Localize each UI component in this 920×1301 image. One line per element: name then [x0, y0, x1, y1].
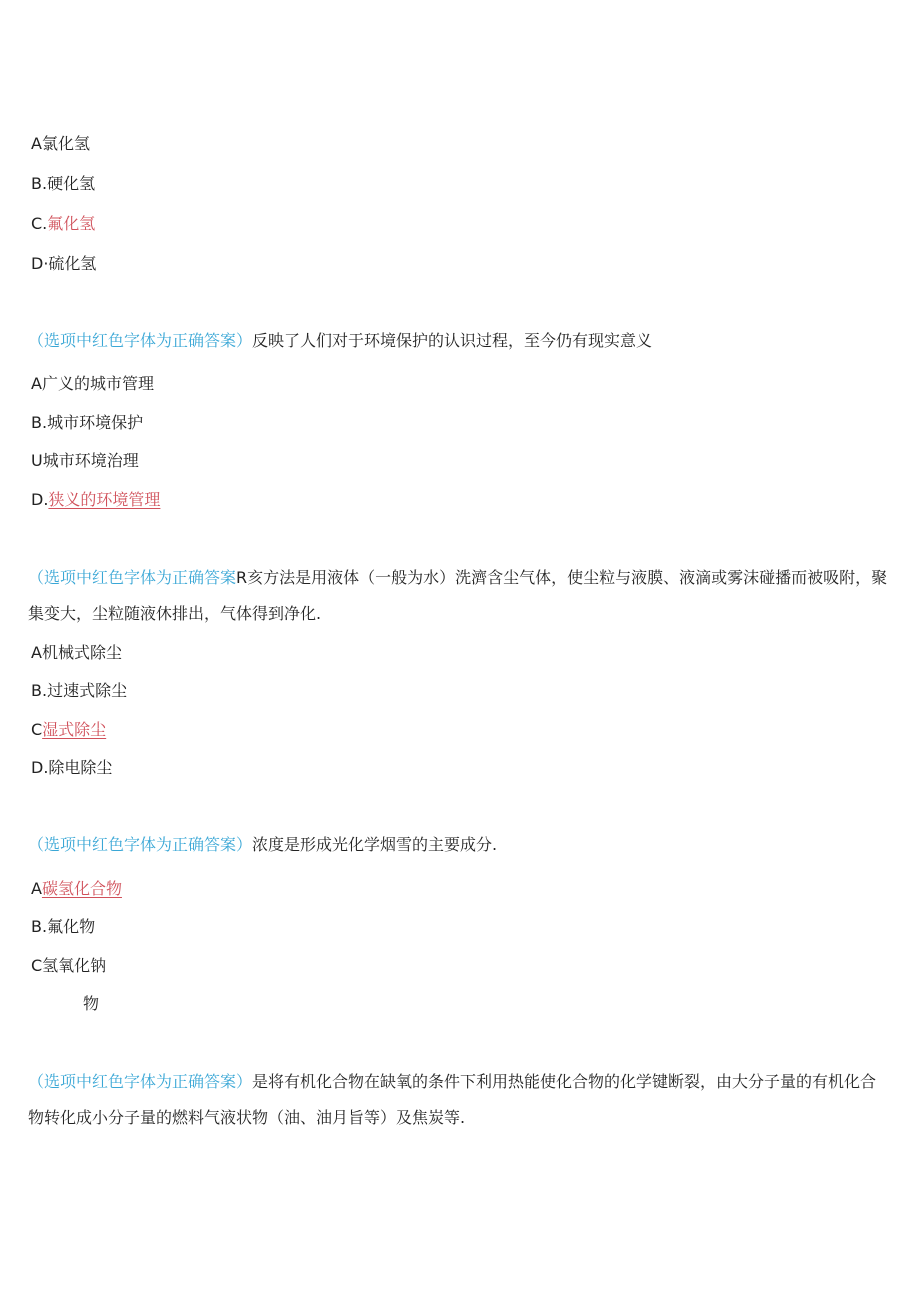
answer-note: （选项中红色字体为正确答案） [28, 1072, 253, 1091]
q3-option-b [31, 680, 127, 702]
q4-stem [28, 834, 497, 856]
q5-stem [28, 1064, 888, 1136]
option-text: 氯化氢 [41, 134, 90, 153]
option-letter: B. [31, 681, 48, 700]
q4-option-b [31, 916, 95, 938]
option-text: 广义的城市管理 [41, 374, 154, 393]
option-letter: C. [31, 214, 48, 233]
option-text: 除电除尘 [48, 758, 113, 777]
option-letter: B. [31, 174, 48, 193]
option-text: 氟化物 [47, 917, 96, 936]
option-letter: D. [31, 490, 49, 509]
option-letter: U [31, 451, 43, 470]
option-letter: A [31, 879, 42, 898]
q2-option-a [31, 373, 154, 395]
q3-option-c [31, 719, 106, 741]
q4-option-c [31, 955, 106, 977]
option-text: 硫化氢 [48, 254, 97, 273]
answer-note: （选项中红色字体为正确答案） [28, 331, 253, 350]
correct-answer-text: 氟化氢 [47, 214, 96, 233]
q2-option-b [31, 412, 143, 434]
q1-option-c [31, 213, 95, 235]
answer-note: （选项中红色字体为正确答案） [28, 835, 253, 854]
q2-option-d [31, 489, 160, 511]
option-text: 城市环境治理 [42, 451, 139, 470]
question-text: 浓度是形成光化学烟雪的主要成分. [252, 835, 498, 854]
q1-option-a [31, 133, 90, 155]
question-text: 反映了人们对于环境保护的认识过程，至今仍有现实意义 [252, 331, 653, 350]
option-letter: D. [31, 758, 49, 777]
option-letter: B. [31, 917, 48, 936]
option-letter: C [31, 956, 43, 975]
q4-option-a [31, 878, 122, 900]
option-letter: A [31, 374, 42, 393]
q3-stem [28, 560, 888, 632]
option-text: 硬化氢 [47, 174, 96, 193]
option-letter: B. [31, 413, 48, 432]
option-text: 机械式除尘 [41, 643, 122, 662]
option-letter: A [31, 643, 42, 662]
q1-option-b [31, 173, 95, 195]
option-letter: C [31, 720, 43, 739]
question-text: 是将有机化合物在缺氧的条件下利用热能使化合物的化学键断裂，由大分子量的有机化合物转化成小分子量的燃料气液状物（油、油月旨等）及焦炭等. [28, 1072, 877, 1127]
question-text: R亥方法是用液体（一般为水）洗濟含尘气体，使尘粒与液膜、液滴或雾沫碰播而被吸附，聚集变大，尘粒随液休排出，气体得到净化. [28, 568, 888, 623]
q3-option-a [31, 642, 122, 664]
correct-answer-text: 湿式除尘 [42, 720, 107, 739]
answer-note: （选项中红色字体为正确答案 [28, 568, 237, 587]
option-text: 城市环境保护 [47, 413, 144, 432]
q4-trailing-text [83, 993, 99, 1015]
q2-stem [28, 330, 652, 352]
q3-option-d [31, 757, 112, 779]
option-text: 氢氧化钠 [42, 956, 107, 975]
option-text: 过速式除尘 [47, 681, 128, 700]
q1-option-d [31, 253, 96, 275]
correct-answer-text: 狭义的环境管理 [48, 490, 161, 509]
trailing-text: 物 [83, 994, 100, 1013]
q2-option-c [31, 450, 139, 472]
option-letter: D· [31, 254, 49, 273]
option-letter: A [31, 134, 42, 153]
correct-answer-text: 碳氢化合物 [41, 879, 122, 898]
